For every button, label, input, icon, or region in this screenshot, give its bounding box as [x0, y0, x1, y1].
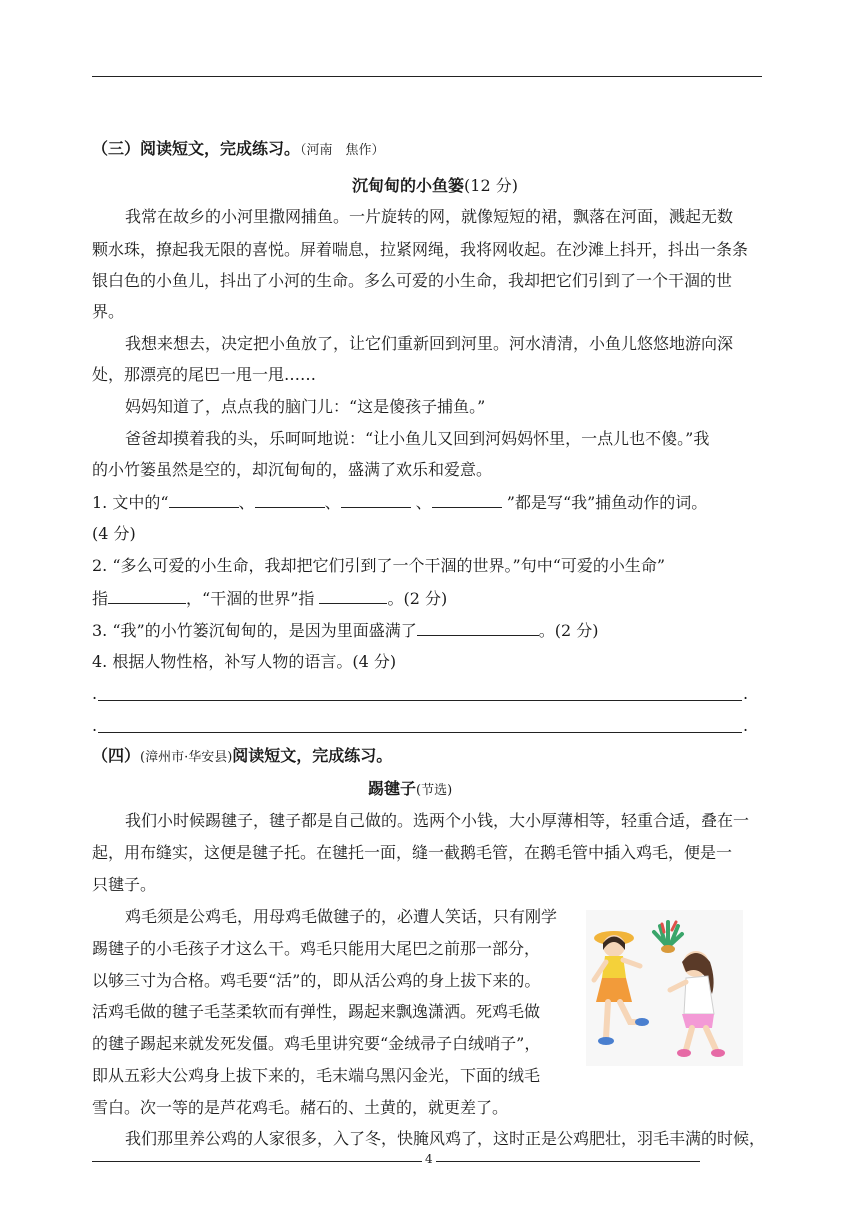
- paragraph-line: 妈妈知道了，点点我的脑门儿：“这是傻孩子捕鱼。”: [125, 397, 486, 416]
- paragraph-line: 银白色的小鱼儿，抖出了小河的生命。多么可爱的小生命，我却把它们引到了一个干涸的世: [92, 271, 733, 290]
- question-2: 2. “多么可爱的小生命，我却把它们引到了一个干涸的世界。”句中“可爱的小生命”: [92, 556, 666, 575]
- answer-blank[interactable]: [108, 587, 186, 604]
- section4-note: (节选): [416, 783, 453, 798]
- paragraph-line: 我想来想去，决定把小鱼放了，让它们重新回到河里。河水清清，小鱼儿悠悠地游向深: [125, 334, 734, 353]
- paragraph-line: 的毽子踢起来就发死发僵。鸡毛里讲究要“金绒帚子白绒哨子”，: [92, 1034, 541, 1053]
- illustration-svg: [586, 910, 743, 1066]
- section3-heading-line: [92, 138, 385, 162]
- paragraph-line: 颗水珠，撩起我无限的喜悦。屏着喘息，拉紧网绳，我将网收起。在沙滩上抖开，抖出一条条: [92, 240, 749, 259]
- answer-blank[interactable]: [417, 619, 539, 636]
- section4-num: （四）: [92, 746, 141, 765]
- paragraph-line: 我常在故乡的小河里撒网捕鱼。一片旋转的网，就像短短的裙，飘落在河面，溅起无数: [125, 207, 734, 226]
- answer-blank[interactable]: [255, 491, 325, 508]
- paragraph-line: 鸡毛须是公鸡毛，用母鸡毛做毽子的，必遭人笑话，只有刚学: [125, 907, 558, 926]
- line-marker: .: [92, 684, 98, 703]
- section3-heading: （三）阅读短文，完成练习。: [92, 139, 301, 158]
- question-1: 1. 文中的“ 、 、 、 ”都是写“我”捕鱼动作的词。: [92, 493, 708, 512]
- line-marker: .: [92, 716, 98, 735]
- line-marker: .: [743, 684, 749, 703]
- answer-line[interactable]: [98, 700, 742, 701]
- girls-kicking-shuttlecock-illustration: [586, 910, 743, 1066]
- paragraph-line: 起，用布缝实，这便是毽子托。在毽托一面，缝一截鹅毛管，在鹅毛管中插入鸡毛，便是一: [92, 843, 733, 862]
- paragraph-line: 只毽子。: [92, 875, 157, 894]
- section3-title-line: [352, 175, 518, 197]
- left-girl-figure: [594, 931, 649, 1045]
- section4-title: 踢毽子: [368, 779, 417, 798]
- question-2-blanks: 指 ，“干涸的世界”指 。(2 分): [92, 589, 448, 608]
- footer-rule: [92, 1161, 700, 1162]
- paragraph-line: 活鸡毛做的毽子毛茎柔软而有弹性，踢起来飘逸潇洒。死鸡毛做: [92, 1002, 541, 1021]
- answer-blank[interactable]: [341, 491, 411, 508]
- paragraph-line: 我们那里养公鸡的人家很多，入了冬，快腌风鸡了，这时正是公鸡肥壮，羽毛丰满的时候，: [125, 1129, 766, 1148]
- section3-source: （河南 焦作）: [300, 143, 385, 158]
- right-girl-figure: [670, 951, 725, 1057]
- paragraph-line: 以够三寸为合格。鸡毛要“活”的，即从活公鸡的身上拔下来的。: [92, 971, 541, 990]
- section4-heading: 阅读短文，完成练习。: [232, 746, 393, 765]
- question-1-score: (4 分): [92, 524, 136, 543]
- answer-blank[interactable]: [319, 587, 387, 604]
- section4-source: (漳州市·华安县): [140, 750, 233, 765]
- paragraph-line: 界。: [92, 302, 125, 321]
- answer-blank[interactable]: [432, 491, 502, 508]
- shuttlecock-icon: [654, 922, 682, 953]
- paragraph-line: 处，那漂亮的尾巴一甩一甩……: [92, 365, 317, 384]
- paragraph-line: 的小竹篓虽然是空的，却沉甸甸的，盛满了欢乐和爱意。: [92, 460, 493, 479]
- section4-heading-line: [92, 745, 392, 769]
- answer-blank[interactable]: [169, 491, 239, 508]
- line-marker: .: [743, 716, 749, 735]
- section4-title-line: [368, 778, 452, 802]
- paragraph-line: 即从五彩大公鸡身上拔下来的，毛末端乌黑闪金光，下面的绒毛: [92, 1066, 541, 1085]
- section3-score: (12 分): [464, 176, 518, 195]
- question-4: 4. 根据人物性格，补写人物的语言。(4 分): [92, 652, 397, 671]
- page-number: 4: [422, 1152, 436, 1166]
- paragraph-line: 爸爸却摸着我的头，乐呵呵地说：“让小鱼儿又回到河妈妈怀里，一点儿也不傻。”我: [125, 429, 710, 448]
- section3-title: 沉甸甸的小鱼篓: [352, 176, 465, 195]
- header-rule: [92, 76, 762, 77]
- answer-line[interactable]: [98, 732, 742, 733]
- paragraph-line: 我们小时候踢毽子，毽子都是自己做的。选两个小钱，大小厚薄相等，轻重合适，叠在一: [125, 811, 750, 830]
- paragraph-line: 踢毽子的小毛孩子才这么干。鸡毛只能用大尾巴之前那一部分，: [92, 939, 541, 958]
- question-3: 3. “我”的小竹篓沉甸甸的，是因为里面盛满了 。(2 分): [92, 621, 599, 640]
- paragraph-line: 雪白。次一等的是芦花鸡毛。赭石的、土黄的，就更差了。: [92, 1098, 509, 1117]
